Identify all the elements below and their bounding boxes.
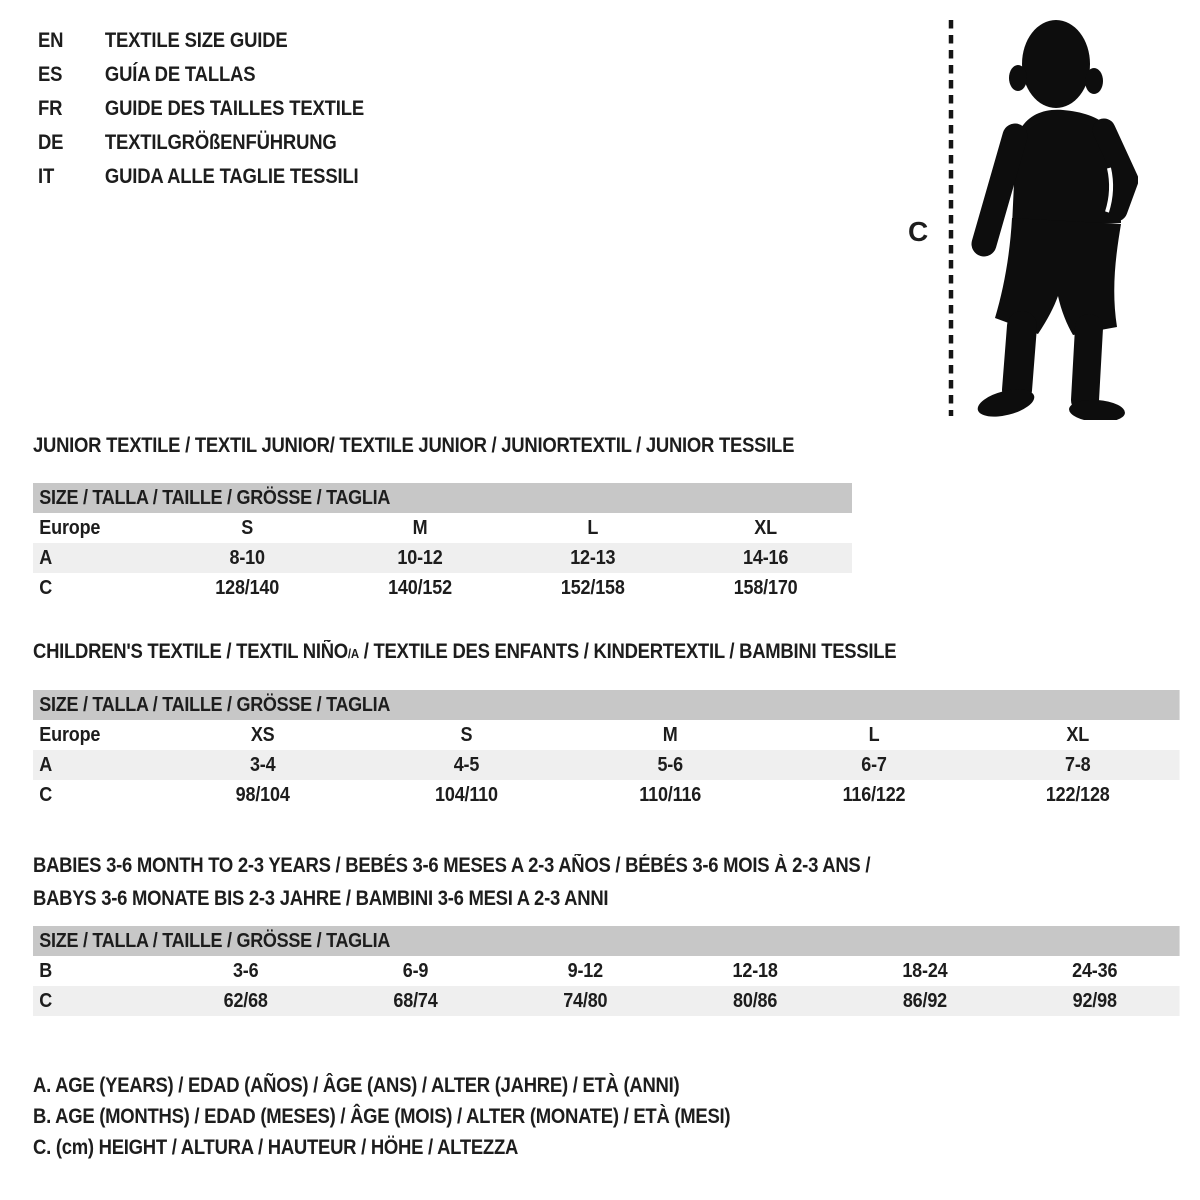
size-cell: 5-6	[657, 754, 683, 776]
size-cell: 152/158	[560, 577, 625, 599]
size-cell: M	[662, 724, 678, 746]
language-title: GUÍA DE TALLAS	[104, 63, 256, 86]
title-text: CHILDREN'S TEXTILE / TEXTIL NIÑO	[33, 640, 348, 663]
size-cell: L	[587, 517, 599, 539]
row-label: C	[39, 990, 53, 1012]
size-table-junior	[33, 483, 852, 603]
height-label-c: C	[908, 216, 929, 247]
size-cell: XL	[754, 517, 777, 539]
title-text: / TEXTILE DES ENFANTS / KINDERTEXTIL / BAMBINI TESSILE	[358, 640, 897, 663]
size-cell: 116/122	[842, 784, 906, 806]
row-label: A	[39, 547, 53, 569]
language-list	[38, 24, 364, 194]
row-label: Europe	[39, 724, 101, 746]
table-row-height	[33, 780, 1180, 810]
section-title-babies	[33, 849, 870, 915]
language-row	[38, 160, 364, 194]
language-title: GUIDA ALLE TAGLIE TESSILI	[104, 165, 359, 188]
language-code: IT	[38, 165, 55, 188]
size-cell: 110/116	[639, 784, 702, 806]
size-cell: 104/110	[435, 784, 498, 806]
language-row	[38, 92, 364, 126]
size-cell: 74/80	[563, 990, 608, 1012]
size-cell: 122/128	[1045, 784, 1110, 806]
language-code: FR	[38, 97, 63, 120]
size-table-header: SIZE / TALLA / TAILLE / GRÖSSE / TAGLIA	[33, 483, 852, 513]
size-table-babies	[33, 926, 1180, 1016]
size-cell: 8-10	[229, 547, 265, 569]
size-cell: 3-4	[249, 754, 276, 776]
section-title-junior: JUNIOR TEXTILE / TEXTIL JUNIOR/ TEXTILE JUNIOR / JUNIORTEXTIL / JUNIOR TESSILE	[33, 434, 795, 457]
size-cell: 14-16	[743, 547, 789, 569]
size-cell: 68/74	[393, 990, 438, 1012]
size-cell: 4-5	[453, 754, 480, 776]
size-table-header: SIZE / TALLA / TAILLE / GRÖSSE / TAGLIA	[33, 690, 1180, 720]
language-row	[38, 58, 364, 92]
title-line-2: BABYS 3-6 MONATE BIS 2-3 JAHRE / BAMBINI 3-6 MESI A 2-3 ANNI	[33, 887, 609, 910]
table-row-age	[33, 750, 1180, 780]
language-code: EN	[38, 29, 64, 52]
row-label: C	[39, 784, 53, 806]
language-title: TEXTILGRÖßENFÜHRUNG	[104, 131, 337, 154]
size-cell: 7-8	[1065, 754, 1091, 776]
size-table-header: SIZE / TALLA / TAILLE / GRÖSSE / TAGLIA	[33, 926, 1180, 956]
size-cell: 158/170	[733, 577, 798, 599]
row-label: A	[39, 754, 53, 776]
size-cell: 10-12	[397, 547, 443, 569]
size-cell: 6-9	[402, 960, 429, 982]
language-title: GUIDE DES TAILLES TEXTILE	[104, 97, 365, 120]
title-subscript: /A	[347, 646, 359, 661]
size-cell: XL	[1066, 724, 1090, 746]
language-row	[38, 126, 364, 160]
size-cell: 86/92	[902, 990, 947, 1012]
table-row-height	[33, 573, 852, 603]
size-cell: M	[412, 517, 428, 539]
language-code: DE	[38, 131, 64, 154]
table-row-age	[33, 543, 852, 573]
size-cell: 128/140	[215, 577, 280, 599]
size-cell: L	[868, 724, 880, 746]
legend-line-b: B. AGE (MONTHS) / EDAD (MESES) / ÂGE (MOIS) / ALTER (MONATE) / ETÀ (MESI)	[33, 1105, 731, 1128]
size-cell: S	[241, 517, 254, 539]
row-label: B	[39, 960, 53, 982]
size-cell: S	[460, 724, 473, 746]
size-cell: 3-6	[232, 960, 259, 982]
measurement-legend	[33, 1070, 730, 1163]
toddler-silhouette-icon	[968, 18, 1138, 420]
language-title: TEXTILE SIZE GUIDE	[104, 29, 288, 52]
size-cell: 18-24	[902, 960, 948, 982]
table-row-europe	[33, 720, 1180, 750]
table-row-europe	[33, 513, 852, 543]
size-cell: 12-18	[732, 960, 778, 982]
height-dashed-line	[946, 20, 956, 416]
size-cell: 6-7	[861, 754, 887, 776]
size-cell: 9-12	[567, 960, 603, 982]
size-cell: 12-13	[570, 547, 616, 569]
size-cell: 92/98	[1072, 990, 1117, 1012]
legend-line-c: C. (cm) HEIGHT / ALTURA / HAUTEUR / HÖHE / ALTEZZA	[33, 1136, 519, 1159]
row-label: C	[39, 577, 53, 599]
size-cell: XS	[250, 724, 275, 746]
row-label: Europe	[39, 517, 101, 539]
size-table-children	[33, 690, 1180, 810]
size-cell: 80/86	[733, 990, 778, 1012]
size-cell: 140/152	[388, 577, 452, 599]
table-row-height	[33, 986, 1180, 1016]
language-code: ES	[38, 63, 63, 86]
size-cell: 24-36	[1072, 960, 1118, 982]
title-line-1: BABIES 3-6 MONTH TO 2-3 YEARS / BEBÉS 3-6 MESES A 2-3 AÑOS / BÉBÉS 3-6 MOIS À 2-3 ANS /	[33, 854, 871, 877]
size-cell: 98/104	[235, 784, 290, 806]
legend-line-a: A. AGE (YEARS) / EDAD (AÑOS) / ÂGE (ANS) / ALTER (JAHRE) / ETÀ (ANNI)	[33, 1074, 680, 1097]
size-cell: 62/68	[223, 990, 268, 1012]
table-row-months	[33, 956, 1180, 986]
section-title-children	[33, 640, 896, 666]
language-row	[38, 24, 364, 58]
